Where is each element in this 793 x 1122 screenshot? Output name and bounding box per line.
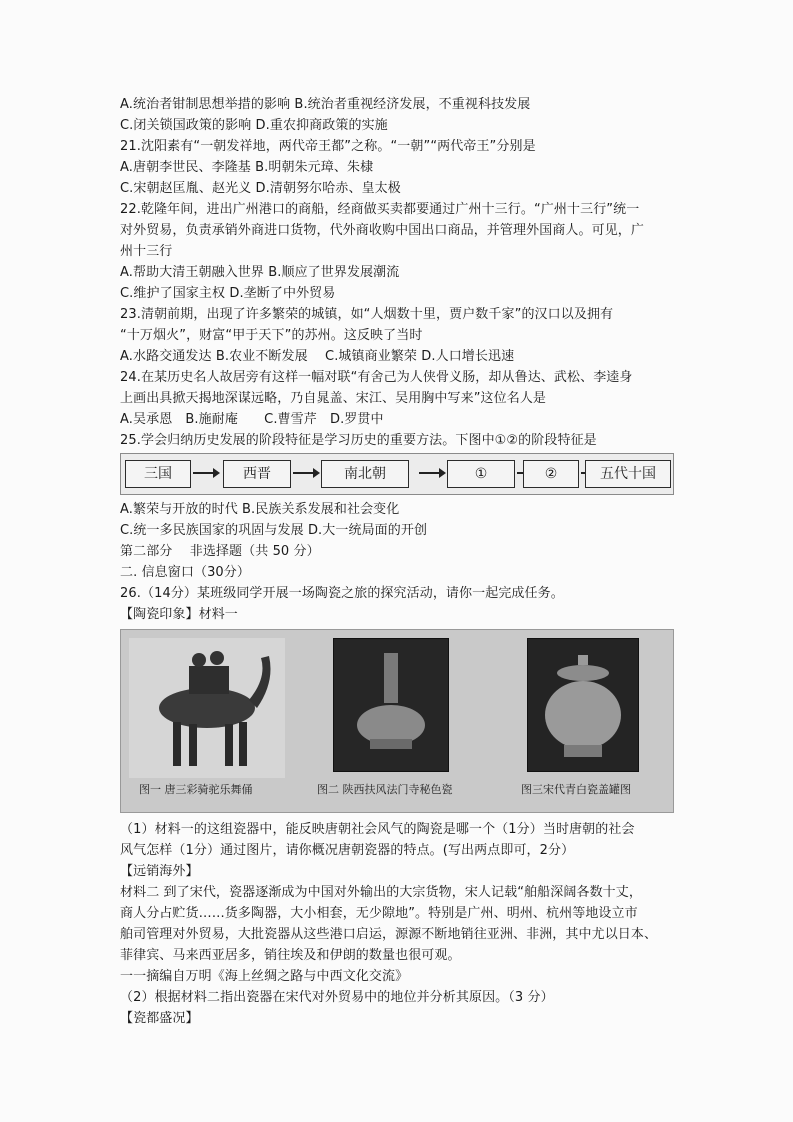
text-line: A.统治者钳制思想举措的影响 B.统治者重视经济发展，不重视科技发展 <box>120 97 531 112</box>
text-line: 商人分占贮货……货多陶器，大小相套，无少隙地”。特别是广州、明州、杭州等地设立市 <box>120 906 638 921</box>
camel-figurine-image <box>129 638 285 778</box>
arrow-right-icon <box>291 465 321 481</box>
figure-caption-3: 图三宋代青白瓷盖罐图 <box>521 783 631 796</box>
ceramics-photo-strip <box>120 629 674 813</box>
song-celadon-jar-image <box>527 638 639 772</box>
question-24: 24.在某历史名人故居旁有这样一幅对联“有舍己为人侠骨义肠，却从鲁达、武松、李逵身 <box>120 370 633 385</box>
secret-color-porcelain-image <box>333 638 449 772</box>
text-line: C.闭关锁国政策的影响 D.重农抑商政策的实施 <box>120 118 388 133</box>
text-line: 州十三行 <box>120 244 173 259</box>
text-line: 菲律宾、马来西亚居多，销往埃及和伊朗的数量也很可观。 <box>120 948 461 963</box>
question-26: 26.（14分）某班级同学开展一场陶瓷之旅的探究活动，请你一起完成任务。 <box>120 586 564 601</box>
text-line: C.维护了国家主权 D.垄断了中外贸易 <box>120 286 336 301</box>
material-heading: 【瓷都盛况】 <box>120 1011 199 1026</box>
text-line: 风气怎样（1分）通过图片，请你概况唐朝瓷器的特点。(写出两点即可，2分） <box>120 843 575 858</box>
text-line: A.帮助大清王朝融入世界 B.顺应了世界发展潮流 <box>120 265 400 280</box>
jar-icon <box>528 639 638 771</box>
figure-caption-1: 图一 唐三彩骑驼乐舞俑 <box>139 783 253 796</box>
text-line: C.宋朝赵匡胤、赵光义 D.清朝努尔哈赤、皇太极 <box>120 181 401 196</box>
figure-caption-2: 图二 陕西扶风法门寺秘色瓷 <box>317 783 453 796</box>
source-citation: 一一摘编自万明《海上丝绸之路与中西文化交流》 <box>120 969 409 984</box>
document-page <box>120 94 680 1029</box>
flow-box-sanguo: 三国 <box>125 460 191 488</box>
text-line: “十万烟火”，财富“甲于天下”的苏州。这反映了当时 <box>120 328 423 343</box>
question-21: 21.沈阳素有“一朝发祥地，两代帝王都”之称。“一朝”“两代帝王”分别是 <box>120 139 536 154</box>
text-line: 舶司管理对外贸易，大批瓷器从这些港口启运，源源不断地销往亚洲、非洲，其中尤以日本、 <box>120 927 658 942</box>
text-line: 上画出具掀天揭地深谋远略，乃自晁盖、宋江、吴用胸中写来”这位名人是 <box>120 391 547 406</box>
flow-box-1: ① <box>447 460 515 488</box>
text-line: A.吴承恩 B.施耐庵 C.曹雪芹 D.罗贯中 <box>120 412 384 427</box>
dynasty-flow-diagram <box>120 453 674 495</box>
material-two: 材料二 到了宋代，瓷器逐渐成为中国对外输出的大宗货物，宋人记载“舶船深阔各数十丈， <box>120 885 642 900</box>
section-heading: 二. 信息窗口（30分） <box>120 565 251 580</box>
arrow-right-icon <box>417 465 447 481</box>
camel-figurine-icon <box>129 638 285 778</box>
vase-icon <box>334 639 448 771</box>
text-line: A.唐朝李世民、李隆基 B.明朝朱元璋、朱棣 <box>120 160 374 175</box>
flow-box-2: ② <box>523 460 579 488</box>
section-heading: 第二部分 非选择题（共 50 分） <box>120 544 320 559</box>
text-line: C.统一多民族国家的巩固与发展 D.大一统局面的开创 <box>120 523 428 538</box>
question-22: 22.乾隆年间，进出广州港口的商船，经商做买卖都要通过广州十三行。“广州十三行”统一 <box>120 202 640 217</box>
text-line: 对外贸易，负责承销外商进口货物，代外商收购中国出口商品，并管理外国商人。可见，广 <box>120 223 645 238</box>
flow-box-wudai: 五代十国 <box>585 460 671 488</box>
arrow-right-icon <box>191 465 221 481</box>
material-heading: 【远销海外】 <box>120 864 199 879</box>
question-25: 25.学会归纳历史发展的阶段特征是学习历史的重要方法。下图中①②的阶段特征是 <box>120 433 597 448</box>
text-line: （1）材料一的这组瓷器中，能反映唐朝社会风气的陶瓷是哪一个（1分）当时唐朝的社会 <box>120 822 635 837</box>
flow-box-xijin: 西晋 <box>223 460 291 488</box>
text-line: A.繁荣与开放的时代 B.民族关系发展和社会变化 <box>120 502 400 517</box>
material-heading: 【陶瓷印象】材料一 <box>120 607 238 622</box>
text-line: A.水路交通发达 B.农业不断发展 C.城镇商业繁荣 D.人口增长迅速 <box>120 349 515 364</box>
flow-box-nanbeichao: 南北朝 <box>321 460 409 488</box>
question-23: 23.清朝前期，出现了许多繁荣的城镇，如“人烟数十里，贾户数千家”的汉口以及拥有 <box>120 307 614 322</box>
text-line: （2）根据材料二指出瓷器在宋代对外贸易中的地位并分析其原因。（3 分） <box>120 990 554 1005</box>
